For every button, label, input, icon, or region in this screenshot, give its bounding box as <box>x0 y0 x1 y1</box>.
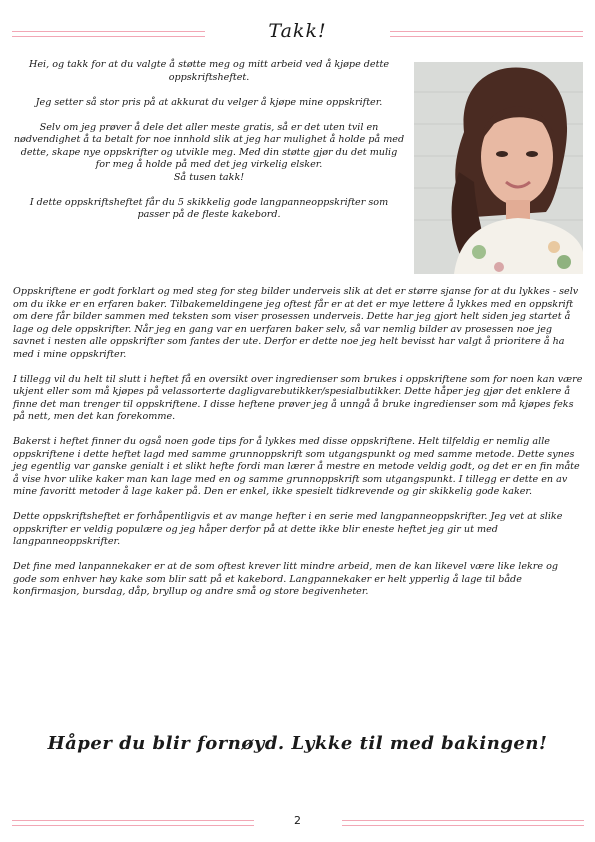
intro-paragraph: Så tusen takk! <box>173 171 245 183</box>
closing-greeting: Håper du blir fornøyd. Lykke til med bakingen! <box>47 733 548 754</box>
intro-text <box>13 59 405 234</box>
page-title: Takk! <box>268 20 327 42</box>
body-paragraph: Dette oppskriftsheftet er forhåpentligvis et av mange hefter i en serie med langpanneoppskrifter. Jeg vet at slike oppskrifter er veldig populære og jeg håper derfor på at dette ikke blir eneste heftet jeg gir ut med langpanneoppskrifter. <box>13 511 563 547</box>
header-rule-left <box>12 31 205 37</box>
intro-paragraph: Hei, og takk for at du valgte å støtte meg og mitt arbeid ved å kjøpe dette oppskriftsheftet. <box>28 59 390 83</box>
intro-paragraph: I dette oppskriftsheftet får du 5 skikkelig gode langpanneoppskrifter som passer på de fleste kakebord. <box>29 196 389 220</box>
author-photo <box>414 62 583 274</box>
intro-paragraph: Selv om jeg prøver å dele det aller meste gratis, så er det uten tvil en nødvendighet å ta betalt for noe innhold slik at jeg har mulighet å holde på med dette, skape nye oppskrifter og utvikle meg. Med din støtte gjør du det mulig for meg å holde på med det jeg virkelig elsker. <box>13 121 405 170</box>
page-number: 2 <box>294 814 301 827</box>
footer-rule-right <box>342 820 584 826</box>
body-paragraph: Bakerst i heftet finner du også noen gode tips for å lykkes med disse oppskriftene. Helt tilfeldig er nemlig alle oppskriftene i dette heftet lagd med samme grunnoppskrift som utgangspunkt og med samme metode. Dette synes jeg egentlig var ganske genialt i et slikt hefte fordi man lærer å mestre en metode veldig godt, og det er en fin måte å vise hvor ulike kaker man kan lage med en og samme grunnoppskrift som utgangspunkt. I tillegg er dette en av mine favoritt metoder å lage kaker på. Den er enkel, ikke spesielt tidkrevende og gir skikkelig gode kaker. <box>13 436 580 497</box>
header-rule-right <box>390 31 583 37</box>
footer-rule-left <box>12 820 254 826</box>
body-paragraph: Det fine med lanpannekaker er at de som oftest krever litt mindre arbeid, men de kan likevel være like lekre og gode som enhver høy kake som blir satt på et kakebord. Langpannekaker er helt ypperlig å lage til både konfirmasjon, bursdag, dåp, bryllup og andre små og store begivenheter. <box>13 561 559 597</box>
body-text <box>13 286 584 611</box>
body-paragraph: I tillegg vil du helt til slutt i heftet få en oversikt over ingredienser som brukes i oppskriftene som for noen kan være ukjent eller som må kjøpes på velassorterte dagligvarebutikker/spesialbutikker. Dette håper jeg gjør det enklere å finne det man trenger til oppskriftene. I disse heftene prøver jeg å unngå å bruke ingredienser som må kjøpes feks på nett, men det kan forekomme. <box>13 373 583 422</box>
body-paragraph: Oppskriftene er godt forklart og med steg for steg bilder underveis slik at det er større sjanse for at du lykkes - selv om du ikke er en erfaren baker. Tilbakemeldingene jeg oftest får er at det er mye lettere å lykkes med en oppskrift om dere får bilder sammen med teksten som viser prosessen underveis. Dette har jeg gjort helt siden jeg startet å lage og dele oppskrifter. Når jeg en gang var en uerfaren baker selv, så var nemlig bilder av prosessen noe jeg savnet i nesten alle oppskrifter som fantes der ute. Derfor er dette noe jeg helt bevisst har valgt å prioritere å ha med i mine oppskrifter. <box>13 286 579 360</box>
intro-paragraph: Jeg setter så stor pris på at akkurat du velger å kjøpe mine oppskrifter. <box>35 96 383 108</box>
